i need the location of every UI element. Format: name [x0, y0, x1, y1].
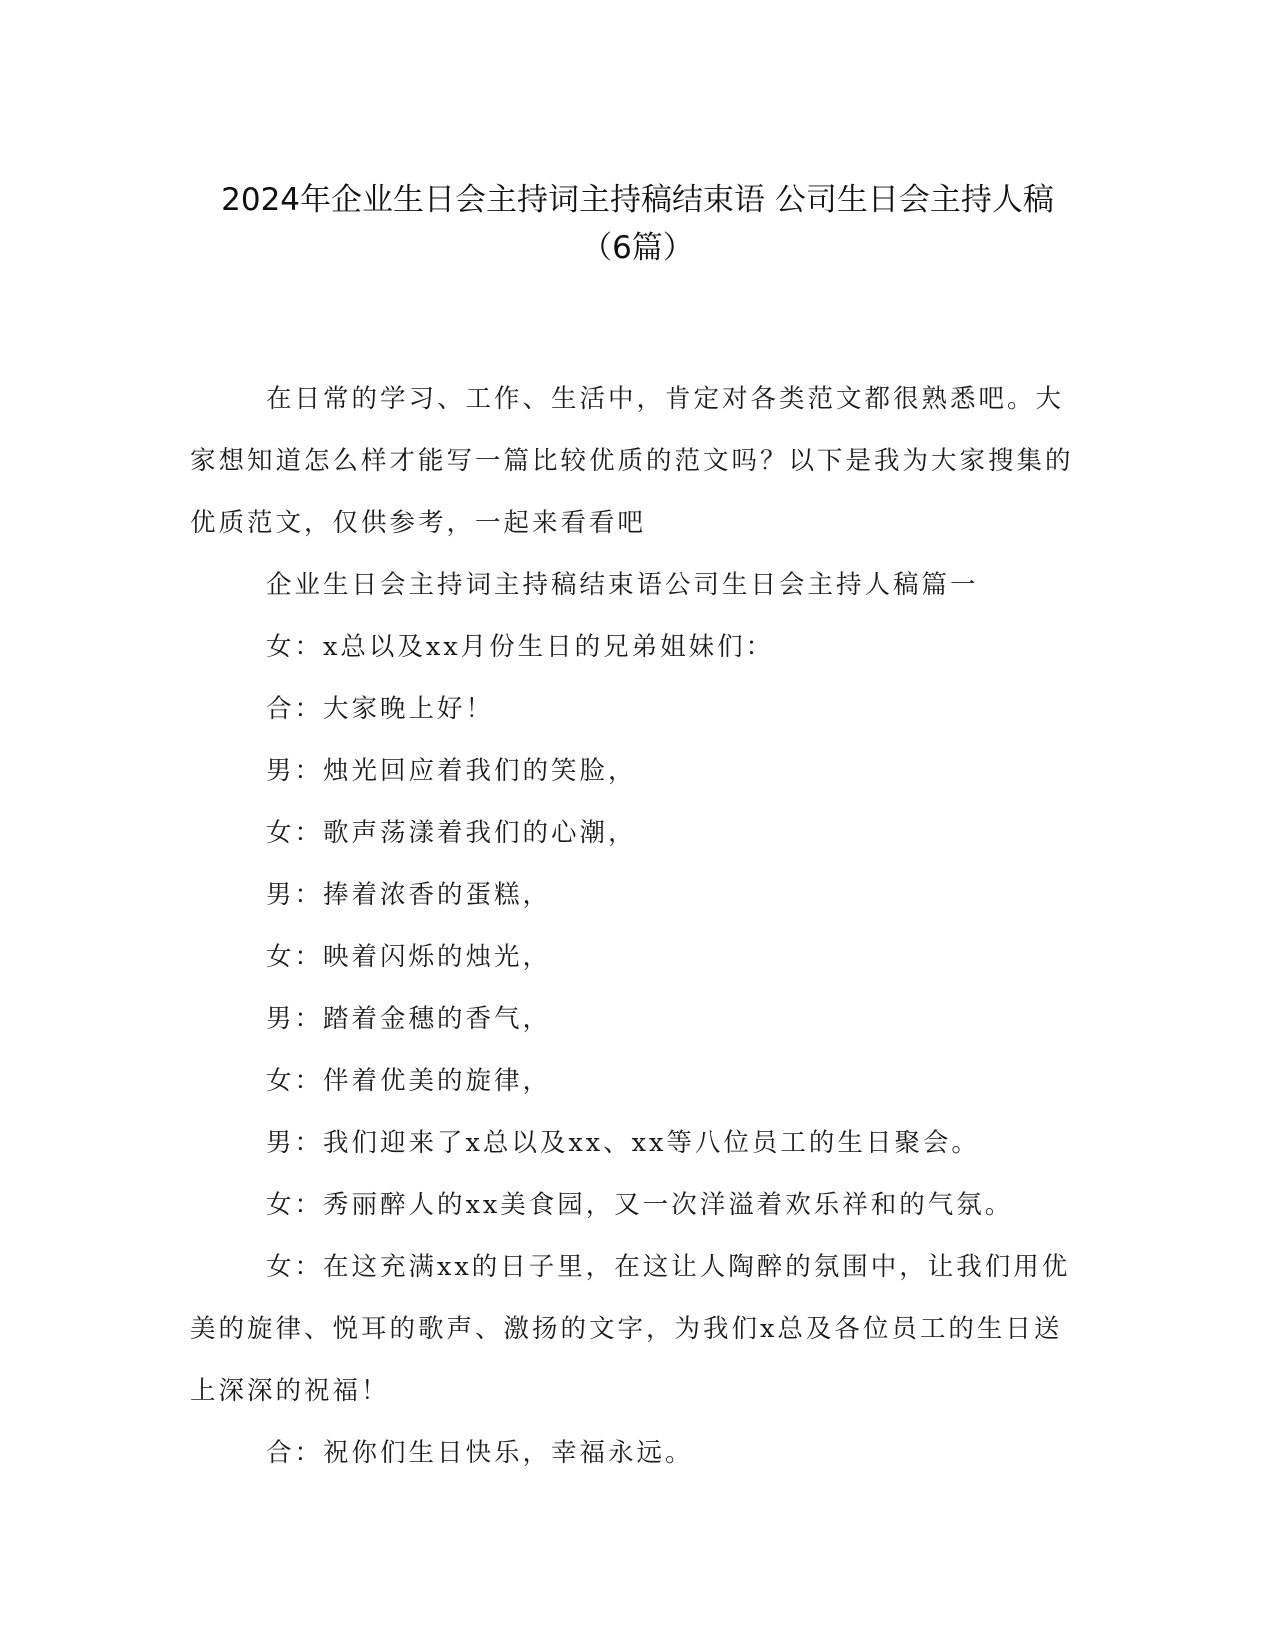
paragraph: 合：大家晚上好！	[266, 694, 495, 724]
paragraph: 女：x总以及xx月份生日的兄弟姐妹们：	[266, 632, 775, 662]
title-line-1: 2024年企业生日会主持词主持稿结束语 公司生日会主持人稿	[221, 182, 1054, 218]
paragraph: 女：映着闪烁的烛光，	[266, 942, 552, 972]
paragraph: 男：捧着浓香的蛋糕，	[266, 880, 552, 910]
document-title	[150, 176, 1125, 272]
document-body	[190, 368, 1080, 1484]
paragraph: 女：歌声荡漾着我们的心潮，	[266, 818, 637, 848]
paragraph: 男：我们迎来了x总以及xx、xx等八位员工的生日聚会。	[266, 1128, 980, 1158]
paragraph: 女：在这充满xx的日子里，在这让人陶醉的氛围中，让我们用优美的旋律、悦耳的歌声、激扬的文字，为我们x总及各位员工的生日送上深深的祝福！	[190, 1252, 1071, 1406]
section-heading: 企业生日会主持词主持稿结束语公司生日会主持人稿篇一	[266, 570, 979, 600]
paragraph-intro: 在日常的学习、工作、生活中，肯定对各类范文都很熟悉吧。大家想知道怎么样才能写一篇比较优质的范文吗？以下是我为大家搜集的优质范文，仅供参考，一起来看看吧	[190, 384, 1074, 538]
paragraph: 男：烛光回应着我们的笑脸，	[266, 756, 637, 786]
paragraph: 合：祝你们生日快乐，幸福永远。	[266, 1438, 694, 1468]
paragraph: 男：踏着金穗的香气，	[266, 1004, 552, 1034]
paragraph: 女：伴着优美的旋律，	[266, 1066, 552, 1096]
paragraph: 女：秀丽醉人的xx美食园，又一次洋溢着欢乐祥和的气氛。	[266, 1190, 1014, 1220]
title-line-2: （6篇）	[581, 230, 694, 266]
